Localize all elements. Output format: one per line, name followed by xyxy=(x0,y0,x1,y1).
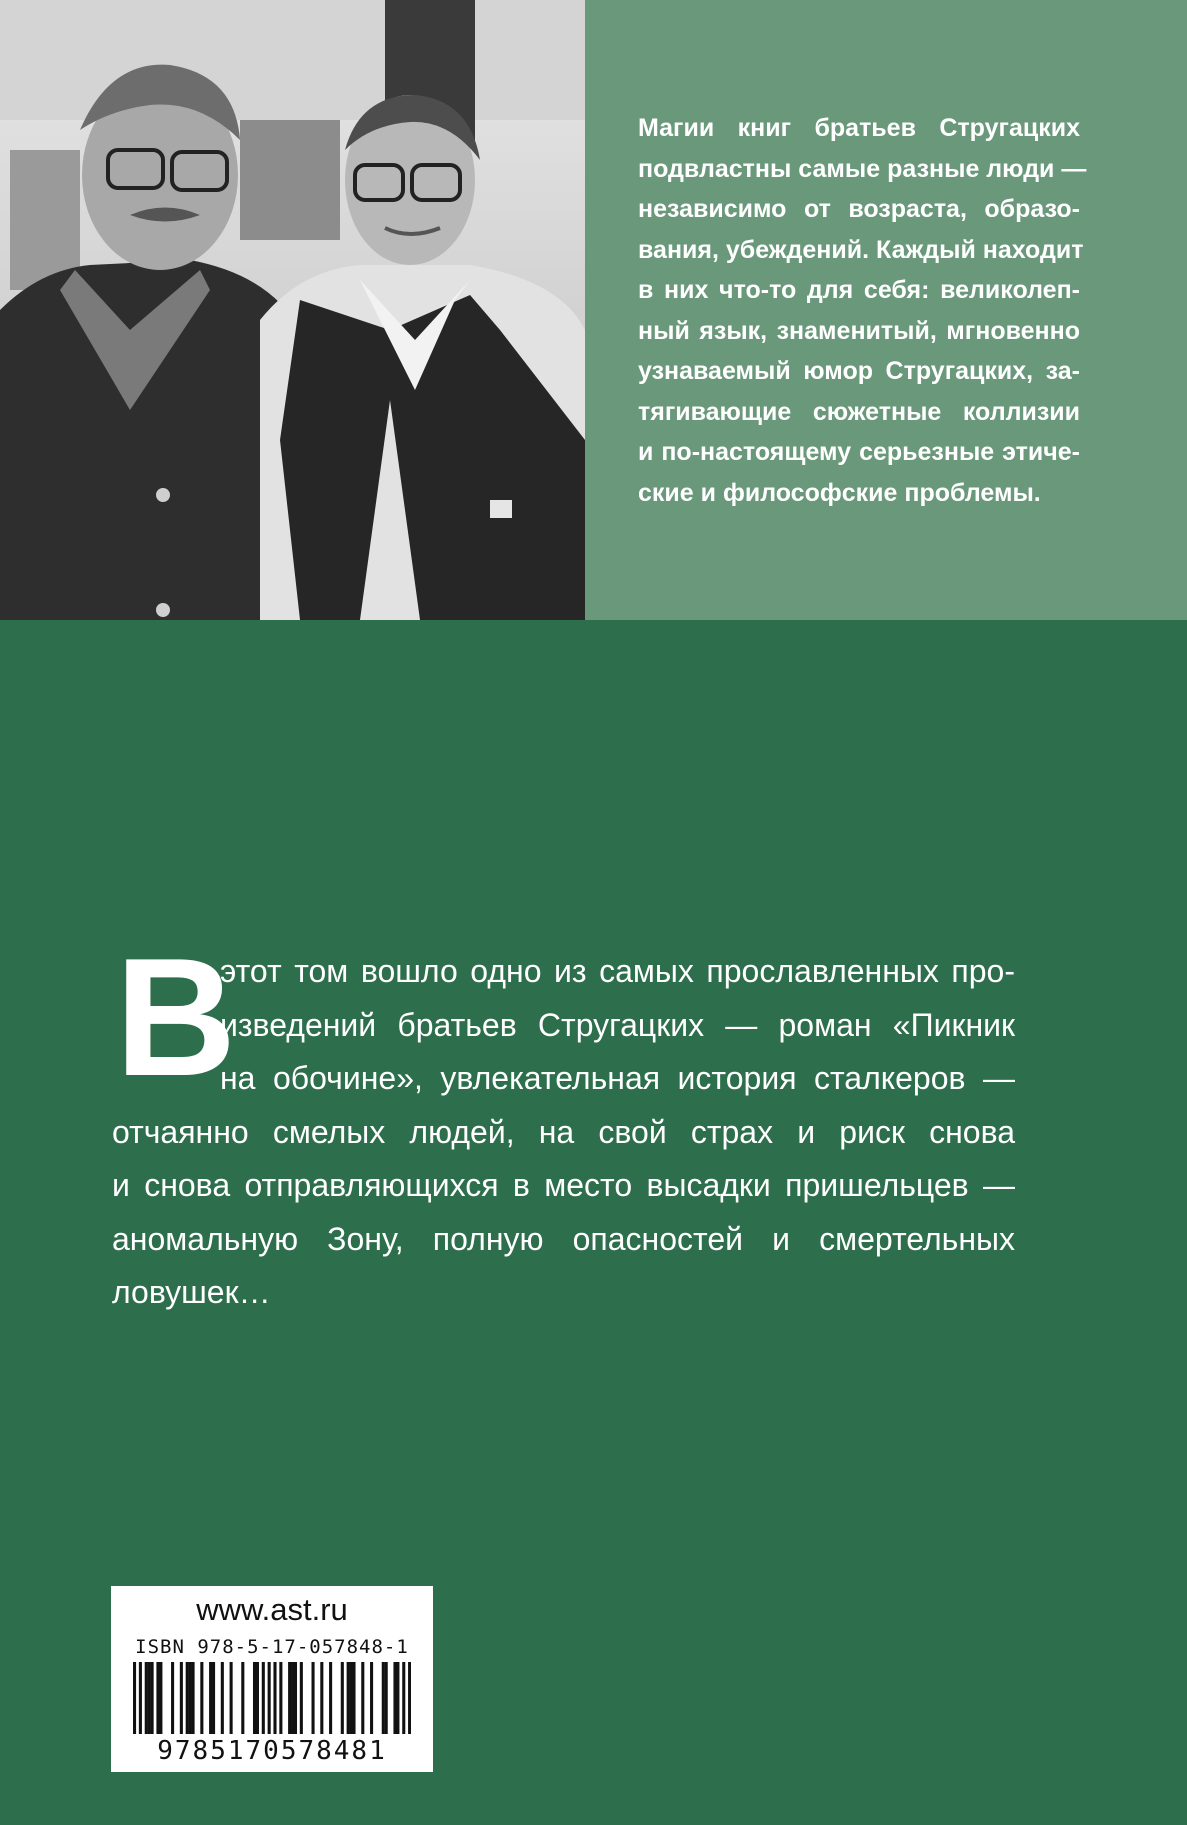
barcode-bar xyxy=(291,1662,294,1734)
quote-line: независимо от возраста, образо- xyxy=(638,195,1080,223)
barcode-bar xyxy=(352,1662,355,1734)
barcode-bar xyxy=(159,1662,162,1734)
description-line: аномальную Зону, полную опасностей и смертельных xyxy=(112,1220,1015,1257)
barcode-bar xyxy=(171,1662,174,1734)
quote-line: подвластны самые разные люди — xyxy=(638,154,1087,183)
description-line: изведений братьев Стругацких — роман «Пикник xyxy=(220,1006,1015,1043)
barcode-bar xyxy=(341,1662,344,1734)
barcode-bar xyxy=(253,1662,256,1734)
ean-digits: 9785170578481 xyxy=(157,1736,387,1766)
barcode-bar xyxy=(156,1662,159,1734)
description-line: этот том вошло одно из самых прославленных про- xyxy=(220,953,1015,989)
barcode-bar xyxy=(329,1662,332,1734)
quote-line: Магии книг братьев Стругацких xyxy=(638,114,1080,142)
barcode-bar xyxy=(186,1662,189,1734)
description-line: и снова отправляющихся в место высадки пришельцев — xyxy=(112,1167,1015,1203)
quote-line: тягивающие сюжетные коллизии xyxy=(638,397,1080,426)
quote-line: ный язык, знаменитый, мгновенно xyxy=(638,316,1080,345)
barcode-bar xyxy=(151,1662,154,1734)
barcode-bar xyxy=(192,1662,195,1734)
barcode-box xyxy=(111,1586,433,1772)
barcode-bar xyxy=(288,1662,291,1734)
barcode-bar xyxy=(241,1662,244,1734)
barcode-bar xyxy=(273,1662,276,1734)
description-line: ловушек… xyxy=(112,1274,271,1310)
quote-line: вания, убеждений. Каждый находит xyxy=(638,235,1084,264)
barcode-bar xyxy=(200,1662,203,1734)
barcode-bar xyxy=(312,1662,315,1734)
barcode-bars xyxy=(133,1662,411,1738)
barcode-bar xyxy=(408,1662,411,1734)
barcode-bar xyxy=(139,1662,142,1734)
barcode-bar xyxy=(347,1662,350,1734)
barcode-bar xyxy=(361,1662,364,1734)
quote-text xyxy=(638,108,1087,513)
barcode-bar xyxy=(230,1662,233,1734)
book-description xyxy=(112,923,1015,1320)
barcode-bar xyxy=(145,1662,148,1734)
barcode-bar xyxy=(320,1662,323,1734)
description-line: отчаянно смелых людей, на свой страх и риск снова xyxy=(112,1113,1015,1150)
author-photo xyxy=(0,0,585,620)
barcode-bar xyxy=(148,1662,151,1734)
barcode-bar xyxy=(279,1662,282,1734)
quote-line: и по-настоящему серьезные этиче- xyxy=(638,438,1080,466)
publisher-url: www.ast.ru xyxy=(196,1592,348,1627)
quote-line: в них что-то для себя: великолеп- xyxy=(638,276,1080,304)
barcode-bar xyxy=(268,1662,271,1734)
barcode-bar xyxy=(133,1662,136,1734)
barcode-bar xyxy=(180,1662,183,1734)
isbn-label: ISBN 978-5-17-057848-1 xyxy=(135,1636,409,1658)
barcode-bar xyxy=(350,1662,353,1734)
quote-line: узнаваемый юмор Стругацких, за- xyxy=(638,357,1080,385)
barcode-bar xyxy=(294,1662,297,1734)
description-line: на обочине», увлекательная история сталкеров — xyxy=(220,1060,1015,1096)
barcode-bar xyxy=(189,1662,192,1734)
barcode-bar xyxy=(221,1662,224,1734)
barcode-bar xyxy=(382,1662,385,1734)
barcode-bar xyxy=(262,1662,265,1734)
barcode-bar xyxy=(370,1662,373,1734)
barcode-bar xyxy=(212,1662,215,1734)
quote-line: ские и философские проблемы. xyxy=(638,478,1041,507)
barcode-bar xyxy=(402,1662,405,1734)
drop-cap: В xyxy=(115,923,237,1111)
barcode-bar xyxy=(209,1662,212,1734)
barcode-bar xyxy=(385,1662,388,1734)
barcode-bar xyxy=(256,1662,259,1734)
barcode-bar xyxy=(396,1662,399,1734)
barcode-bar xyxy=(393,1662,396,1734)
barcode-bar xyxy=(300,1662,303,1734)
